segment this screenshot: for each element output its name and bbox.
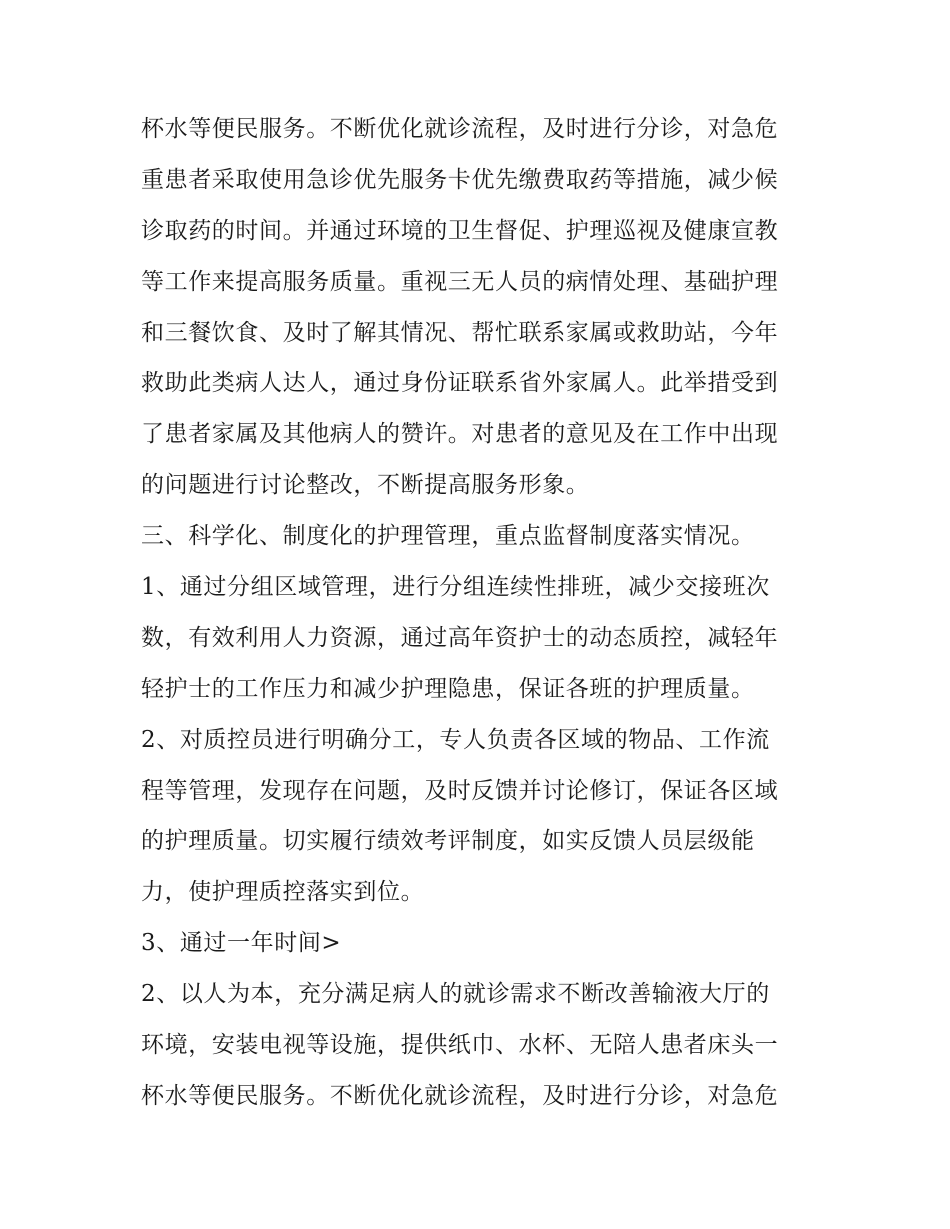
text-line: 轻护士的工作压力和减少护理隐患，保证各班的护理质量。 [141, 675, 755, 702]
text-line: 1、通过分组区域管理，进行分组连续性排班，减少交接班次 [141, 574, 770, 601]
text-line: 数，有效利用人力资源，通过高年资护士的动态质控，减轻年 [141, 624, 779, 651]
text-line: 2、对质控员进行明确分工，专人负责各区域的物品、工作流 [141, 726, 770, 753]
text-line: 救助此类病人达人，通过身份证联系省外家属人。此举措受到 [141, 370, 779, 397]
text-line: 2、以人为本，充分满足病人的就诊需求不断改善输液大厅的 [141, 981, 770, 1008]
section-heading: 三、科学化、制度化的护理管理，重点监督制度落实情况。 [141, 523, 755, 550]
text-line: 了患者家属及其他病人的赞许。对患者的意见及在工作中出现 [141, 421, 779, 448]
text-line: 重患者采取使用急诊优先服务卡优先缴费取药等措施，减少候 [141, 166, 779, 193]
text-line: 力，使护理质控落实到位。 [141, 879, 425, 906]
text-line: 杯水等便民服务。不断优化就诊流程，及时进行分诊，对急危 [141, 1082, 779, 1109]
text-line: 诊取药的时间。并通过环境的卫生督促、护理巡视及健康宣教 [141, 217, 779, 244]
text-line: 程等管理，发现存在问题，及时反馈并讨论修订，保证各区域 [141, 777, 779, 804]
text-line: 的护理质量。切实履行绩效考评制度，如实反馈人员层级能 [141, 828, 755, 855]
text-line: 和三餐饮食、及时了解其情况、帮忙联系家属或救助站，今年 [141, 319, 779, 346]
text-line: 环境，安装电视等设施，提供纸巾、水杯、无陪人患者床头一 [141, 1032, 779, 1059]
text-line: 的问题进行讨论整改，不断提高服务形象。 [141, 472, 590, 499]
text-line: 等工作来提高服务质量。重视三无人员的病情处理、基础护理 [141, 268, 779, 295]
text-line: 杯水等便民服务。不断优化就诊流程，及时进行分诊，对急危 [141, 116, 779, 142]
document-body [141, 104, 813, 1122]
text-line: 3、通过一年时间> [141, 930, 342, 957]
